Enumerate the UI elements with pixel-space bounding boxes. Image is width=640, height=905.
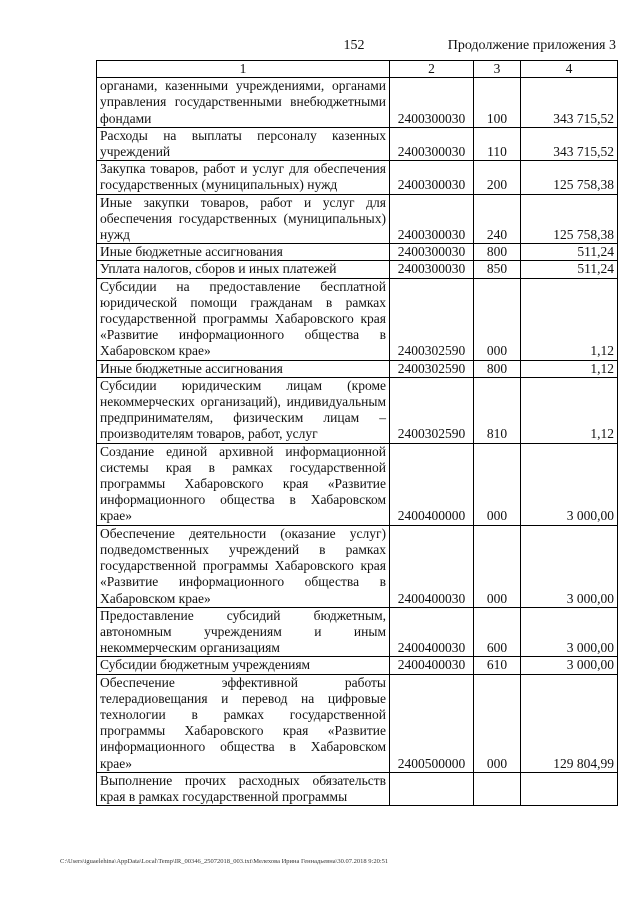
- row-code-cell: 2400400030: [390, 657, 474, 674]
- row-code-cell: 2400300030: [390, 244, 474, 261]
- table-row: [97, 261, 618, 278]
- row-name-cell: Субсидии юридическим лицам (кроме некоммерческих организаций), индивидуальным предпринимателям, физическим лицам – производителям товаров, работ, услуг: [97, 377, 390, 443]
- budget-table: [96, 60, 618, 806]
- table-row: [97, 525, 618, 607]
- table-row: [97, 674, 618, 772]
- row-name-cell: Создание единой архивной информационной системы края в рамках государственной программы Хабаровского края «Развитие информационного общества в Хабаровском крае»: [97, 443, 390, 525]
- row-type-cell: 100: [474, 78, 521, 128]
- table-row: [97, 443, 618, 525]
- row-amount-cell: 3 000,00: [521, 525, 618, 607]
- column-header-type: 3: [474, 61, 521, 78]
- row-type-cell: 200: [474, 161, 521, 194]
- row-code-cell: 2400400000: [390, 443, 474, 525]
- row-amount-cell: 511,24: [521, 244, 618, 261]
- row-name-cell: Обеспечение эффективной работы телерадиовещания и перевод на цифровые технологии в рамках государственной программы Хабаровского края «Развитие информационного общества в Хабаровском крае»: [97, 674, 390, 772]
- table-row: [97, 377, 618, 443]
- table-row: [97, 278, 618, 360]
- row-name-cell: Субсидии на предоставление бесплатной юридической помощи гражданам в рамках государственной программы Хабаровского края «Развитие информационного общества в Хабаровском крае»: [97, 278, 390, 360]
- appendix-continuation-label: Продолжение приложения 3: [447, 38, 616, 53]
- row-type-cell: 600: [474, 607, 521, 657]
- table-row: [97, 78, 618, 128]
- file-path-footer: C:\Users\iguaelehina\AppData\Local\Temp\IR_00346_25072018_003.txt\Мелехова Ирина Геннадьевна\30.07.2018 9:20:51: [60, 858, 389, 865]
- row-name-cell: Расходы на выплаты персоналу казенных учреждений: [97, 127, 390, 160]
- table-row: [97, 194, 618, 244]
- column-header-amount: 4: [521, 61, 618, 78]
- row-name-cell: Предоставление субсидий бюджетным, автономным учреждениям и иным некоммерческим организациям: [97, 607, 390, 657]
- page-number: 152: [343, 38, 365, 53]
- row-amount-cell: 343 715,52: [521, 78, 618, 128]
- row-type-cell: 610: [474, 657, 521, 674]
- row-code-cell: 2400302590: [390, 377, 474, 443]
- row-name-cell: органами, казенными учреждениями, органами управления государственными внебюджетными фондами: [97, 78, 390, 128]
- row-code-cell: [390, 772, 474, 805]
- table-row: [97, 161, 618, 194]
- table-row: [97, 657, 618, 674]
- table-row: [97, 607, 618, 657]
- row-code-cell: 2400300030: [390, 161, 474, 194]
- row-name-cell: Выполнение прочих расходных обязательств края в рамках государственной программы: [97, 772, 390, 805]
- row-amount-cell: [521, 772, 618, 805]
- table-header-row: [97, 61, 618, 78]
- row-amount-cell: 125 758,38: [521, 194, 618, 244]
- row-code-cell: 2400500000: [390, 674, 474, 772]
- row-type-cell: 000: [474, 674, 521, 772]
- row-amount-cell: 3 000,00: [521, 443, 618, 525]
- table-row: [97, 127, 618, 160]
- row-name-cell: Иные закупки товаров, работ и услуг для обеспечения государственных (муниципальных) нужд: [97, 194, 390, 244]
- table-row: [97, 244, 618, 261]
- row-type-cell: [474, 772, 521, 805]
- row-code-cell: 2400302590: [390, 278, 474, 360]
- row-amount-cell: 1,12: [521, 360, 618, 377]
- row-amount-cell: 129 804,99: [521, 674, 618, 772]
- row-code-cell: 2400400030: [390, 607, 474, 657]
- row-name-cell: Уплата налогов, сборов и иных платежей: [97, 261, 390, 278]
- row-amount-cell: 343 715,52: [521, 127, 618, 160]
- row-amount-cell: 125 758,38: [521, 161, 618, 194]
- row-name-cell: Закупка товаров, работ и услуг для обеспечения государственных (муниципальных) нужд: [97, 161, 390, 194]
- column-header-code: 2: [390, 61, 474, 78]
- row-type-cell: 810: [474, 377, 521, 443]
- row-name-cell: Обеспечение деятельности (оказание услуг) подведомственных учреждений в рамках государственной программы Хабаровского края «Развитие информационного общества в Хабаровском крае»: [97, 525, 390, 607]
- row-code-cell: 2400300030: [390, 261, 474, 278]
- row-amount-cell: 1,12: [521, 278, 618, 360]
- row-type-cell: 110: [474, 127, 521, 160]
- row-name-cell: Субсидии бюджетным учреждениям: [97, 657, 390, 674]
- row-amount-cell: 3 000,00: [521, 607, 618, 657]
- row-code-cell: 2400302590: [390, 360, 474, 377]
- row-type-cell: 800: [474, 244, 521, 261]
- row-type-cell: 000: [474, 525, 521, 607]
- row-type-cell: 850: [474, 261, 521, 278]
- row-type-cell: 000: [474, 443, 521, 525]
- row-type-cell: 800: [474, 360, 521, 377]
- row-code-cell: 2400300030: [390, 194, 474, 244]
- row-amount-cell: 1,12: [521, 377, 618, 443]
- row-amount-cell: 3 000,00: [521, 657, 618, 674]
- row-code-cell: 2400300030: [390, 78, 474, 128]
- row-type-cell: 240: [474, 194, 521, 244]
- row-name-cell: Иные бюджетные ассигнования: [97, 360, 390, 377]
- row-name-cell: Иные бюджетные ассигнования: [97, 244, 390, 261]
- table-row: [97, 360, 618, 377]
- row-code-cell: 2400300030: [390, 127, 474, 160]
- column-header-name: 1: [97, 61, 390, 78]
- table-row: [97, 772, 618, 805]
- row-amount-cell: 511,24: [521, 261, 618, 278]
- row-type-cell: 000: [474, 278, 521, 360]
- row-code-cell: 2400400030: [390, 525, 474, 607]
